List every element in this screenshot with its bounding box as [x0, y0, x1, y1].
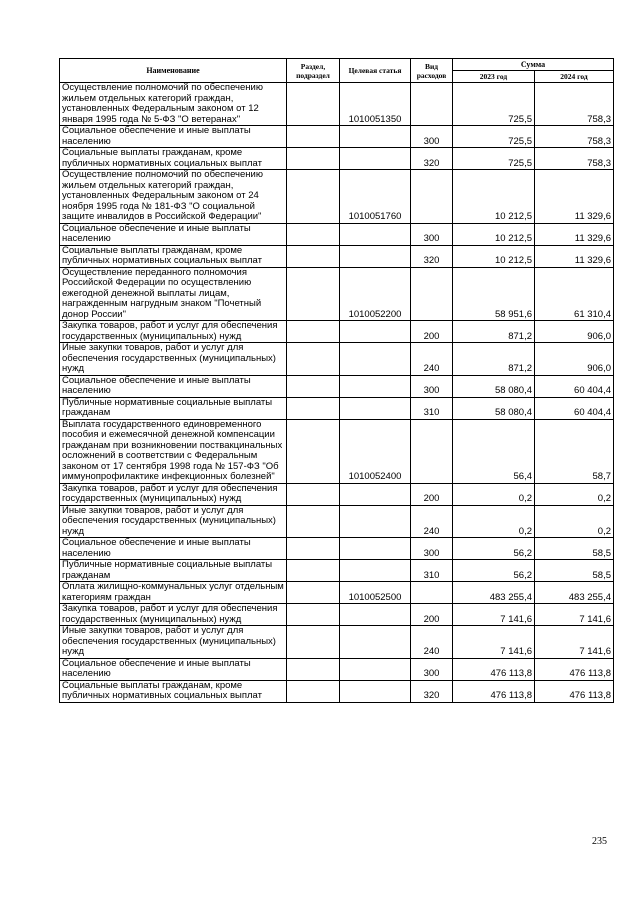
cell-amount-2024: 476 113,8 [535, 680, 614, 702]
cell-amount-2023: 58 080,4 [453, 397, 535, 419]
cell-amount-2024: 11 329,6 [535, 170, 614, 224]
cell-section [287, 483, 340, 505]
header-target: Целевая статья [340, 59, 411, 83]
cell-target [340, 343, 411, 376]
cell-amount-2024: 60 404,4 [535, 375, 614, 397]
cell-target [340, 245, 411, 267]
table-row [60, 419, 614, 483]
cell-section [287, 419, 340, 483]
cell-name: Социальное обеспечение и иные выплаты населению [60, 658, 287, 680]
table-row [60, 483, 614, 505]
cell-name: Иные закупки товаров, работ и услуг для обеспечения государственных (муниципальных) нужд [60, 505, 287, 538]
cell-section [287, 560, 340, 582]
table-row [60, 170, 614, 224]
cell-amount-2024: 0,2 [535, 505, 614, 538]
cell-type: 300 [411, 658, 453, 680]
cell-amount-2023: 58 080,4 [453, 375, 535, 397]
cell-name: Социальное обеспечение и иные выплаты населению [60, 126, 287, 148]
cell-target: 1010052200 [340, 267, 411, 321]
cell-name: Осуществление полномочий по обеспечению жильем отдельных категорий граждан, установленных Федеральным законом от 24 ноября 1995 года № 181-ФЗ "О социальной защите инвалидов в Российской Федерации" [60, 170, 287, 224]
cell-target [340, 375, 411, 397]
cell-target [340, 626, 411, 659]
cell-amount-2023: 725,5 [453, 126, 535, 148]
cell-type: 240 [411, 626, 453, 659]
cell-target [340, 604, 411, 626]
cell-type [411, 170, 453, 224]
cell-target: 1010051350 [340, 83, 411, 126]
table-row [60, 582, 614, 604]
cell-target [340, 505, 411, 538]
cell-target: 1010051760 [340, 170, 411, 224]
cell-name: Социальные выплаты гражданам, кроме публичных нормативных социальных выплат [60, 680, 287, 702]
table-row [60, 148, 614, 170]
table-row [60, 680, 614, 702]
cell-amount-2024: 476 113,8 [535, 658, 614, 680]
cell-target [340, 126, 411, 148]
header-name: Наименование [60, 59, 287, 83]
cell-amount-2024: 11 329,6 [535, 223, 614, 245]
cell-type: 310 [411, 560, 453, 582]
cell-target [340, 538, 411, 560]
cell-target [340, 397, 411, 419]
cell-section [287, 582, 340, 604]
cell-amount-2024: 758,3 [535, 83, 614, 126]
table-row [60, 245, 614, 267]
cell-section [287, 343, 340, 376]
cell-section [287, 223, 340, 245]
cell-section [287, 626, 340, 659]
cell-amount-2023: 483 255,4 [453, 582, 535, 604]
cell-name: Иные закупки товаров, работ и услуг для обеспечения государственных (муниципальных) нужд [60, 626, 287, 659]
cell-name: Закупка товаров, работ и услуг для обеспечения государственных (муниципальных) нужд [60, 483, 287, 505]
cell-type [411, 83, 453, 126]
cell-target [340, 680, 411, 702]
cell-type: 320 [411, 245, 453, 267]
cell-amount-2023: 56,2 [453, 538, 535, 560]
table-row [60, 321, 614, 343]
cell-amount-2024: 58,7 [535, 419, 614, 483]
cell-amount-2023: 7 141,6 [453, 626, 535, 659]
cell-target: 1010052400 [340, 419, 411, 483]
cell-name: Оплата жилищно-коммунальных услуг отдельным категориям граждан [60, 582, 287, 604]
cell-amount-2023: 58 951,6 [453, 267, 535, 321]
cell-amount-2023: 476 113,8 [453, 680, 535, 702]
cell-amount-2024: 483 255,4 [535, 582, 614, 604]
cell-amount-2024: 60 404,4 [535, 397, 614, 419]
table-row [60, 604, 614, 626]
table-header [60, 59, 614, 83]
cell-amount-2024: 7 141,6 [535, 626, 614, 659]
cell-section [287, 375, 340, 397]
cell-amount-2023: 0,2 [453, 483, 535, 505]
cell-target [340, 560, 411, 582]
cell-section [287, 604, 340, 626]
cell-target [340, 483, 411, 505]
cell-type [411, 419, 453, 483]
cell-name: Социальное обеспечение и иные выплаты населению [60, 375, 287, 397]
cell-type [411, 267, 453, 321]
cell-name: Выплата государственного единовременного пособия и ежемесячной денежной компенсации гражданам при возникновении поствакцинальных осложнений в соответствии с Федеральным законом от 17 сентября 1998 года № 157-ФЗ "Об иммунопрофилактике инфекционных болезней" [60, 419, 287, 483]
cell-amount-2023: 725,5 [453, 83, 535, 126]
cell-type: 300 [411, 223, 453, 245]
table-row [60, 375, 614, 397]
cell-amount-2024: 758,3 [535, 126, 614, 148]
cell-target [340, 321, 411, 343]
cell-amount-2024: 61 310,4 [535, 267, 614, 321]
cell-section [287, 126, 340, 148]
cell-section [287, 680, 340, 702]
cell-amount-2024: 758,3 [535, 148, 614, 170]
cell-target [340, 658, 411, 680]
cell-name: Осуществление полномочий по обеспечению жильем отдельных категорий граждан, установленных Федеральным законом от 12 января 1995 года № 5-ФЗ "О ветеранах" [60, 83, 287, 126]
table-row [60, 538, 614, 560]
cell-section [287, 170, 340, 224]
cell-amount-2023: 871,2 [453, 321, 535, 343]
table-row [60, 83, 614, 126]
cell-amount-2023: 871,2 [453, 343, 535, 376]
table-row [60, 626, 614, 659]
cell-type: 310 [411, 397, 453, 419]
cell-amount-2024: 58,5 [535, 538, 614, 560]
cell-amount-2023: 725,5 [453, 148, 535, 170]
table-row [60, 343, 614, 376]
cell-section [287, 245, 340, 267]
table-row [60, 560, 614, 582]
table-row [60, 505, 614, 538]
cell-amount-2023: 10 212,5 [453, 245, 535, 267]
cell-amount-2023: 0,2 [453, 505, 535, 538]
cell-name: Осуществление переданного полномочия Российской Федерации по осуществлению ежегодной денежной выплаты лицам, награжденным нагрудным знаком "Почетный донор России" [60, 267, 287, 321]
cell-type: 240 [411, 505, 453, 538]
cell-name: Закупка товаров, работ и услуг для обеспечения государственных (муниципальных) нужд [60, 604, 287, 626]
table-row [60, 267, 614, 321]
cell-type [411, 582, 453, 604]
cell-type: 320 [411, 148, 453, 170]
table-row [60, 126, 614, 148]
cell-name: Иные закупки товаров, работ и услуг для обеспечения государственных (муниципальных) нужд [60, 343, 287, 376]
cell-type: 300 [411, 375, 453, 397]
cell-section [287, 321, 340, 343]
page-number: 235 [592, 836, 607, 847]
cell-amount-2023: 10 212,5 [453, 223, 535, 245]
cell-amount-2023: 10 212,5 [453, 170, 535, 224]
cell-name: Публичные нормативные социальные выплаты гражданам [60, 397, 287, 419]
table-body [60, 83, 614, 703]
cell-target [340, 148, 411, 170]
table-row [60, 397, 614, 419]
cell-section [287, 538, 340, 560]
cell-name: Социальные выплаты гражданам, кроме публичных нормативных социальных выплат [60, 148, 287, 170]
cell-amount-2024: 58,5 [535, 560, 614, 582]
cell-section [287, 267, 340, 321]
cell-section [287, 658, 340, 680]
cell-amount-2024: 906,0 [535, 343, 614, 376]
cell-name: Закупка товаров, работ и услуг для обеспечения государственных (муниципальных) нужд [60, 321, 287, 343]
budget-table [59, 58, 614, 703]
cell-type: 200 [411, 604, 453, 626]
cell-name: Социальное обеспечение и иные выплаты населению [60, 223, 287, 245]
cell-section [287, 505, 340, 538]
cell-amount-2024: 7 141,6 [535, 604, 614, 626]
cell-type: 200 [411, 321, 453, 343]
cell-amount-2023: 56,2 [453, 560, 535, 582]
cell-amount-2023: 476 113,8 [453, 658, 535, 680]
cell-section [287, 397, 340, 419]
header-sum: Сумма [453, 59, 614, 71]
cell-name: Социальное обеспечение и иные выплаты населению [60, 538, 287, 560]
cell-type: 300 [411, 126, 453, 148]
header-year-2024: 2024 год [535, 71, 614, 83]
cell-type: 240 [411, 343, 453, 376]
header-section: Раздел, подраздел [287, 59, 340, 83]
cell-amount-2023: 56,4 [453, 419, 535, 483]
cell-amount-2024: 0,2 [535, 483, 614, 505]
cell-section [287, 148, 340, 170]
cell-type: 320 [411, 680, 453, 702]
header-type: Вид расходов [411, 59, 453, 83]
table-row [60, 658, 614, 680]
cell-section [287, 83, 340, 126]
table-row [60, 223, 614, 245]
cell-amount-2024: 906,0 [535, 321, 614, 343]
cell-name: Социальные выплаты гражданам, кроме публичных нормативных социальных выплат [60, 245, 287, 267]
cell-target [340, 223, 411, 245]
cell-target: 1010052500 [340, 582, 411, 604]
cell-amount-2024: 11 329,6 [535, 245, 614, 267]
cell-type: 200 [411, 483, 453, 505]
header-year-2023: 2023 год [453, 71, 535, 83]
cell-amount-2023: 7 141,6 [453, 604, 535, 626]
cell-name: Публичные нормативные социальные выплаты гражданам [60, 560, 287, 582]
cell-type: 300 [411, 538, 453, 560]
